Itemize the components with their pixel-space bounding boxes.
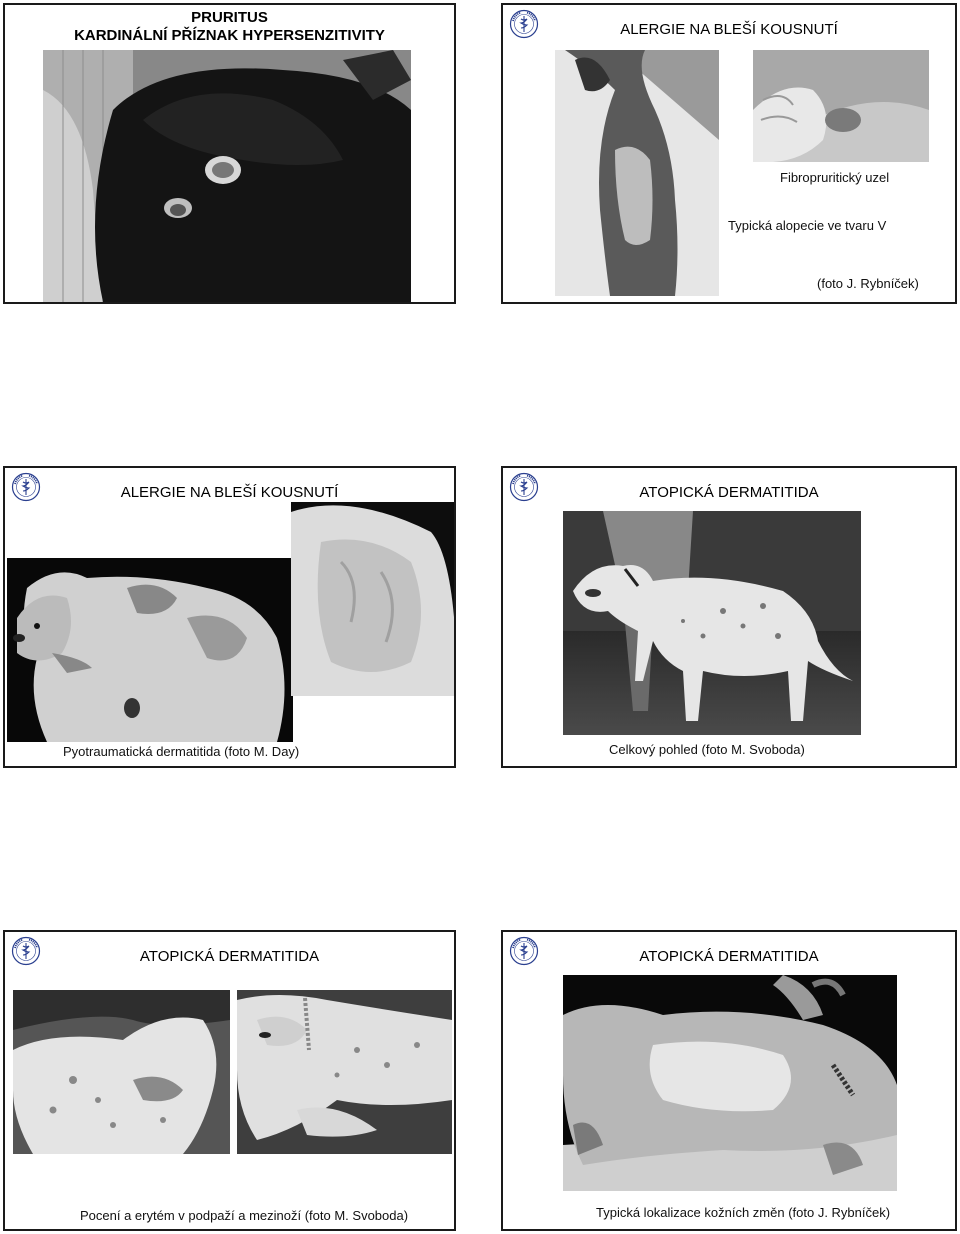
caption-typical-localization: Typická lokalizace kožních změn (foto J. Rybníček) [596, 1205, 891, 1220]
slide-atopic-3 [501, 930, 957, 1231]
caption-pyotraumatic: Pyotraumatická dermatitida (foto M. Day) [63, 744, 300, 759]
slide-title: ALERGIE NA BLEŠÍ KOUSNUTÍ [620, 21, 838, 38]
photo-fibropruritic-nodule [753, 50, 929, 162]
photo-dog-belly-lesions [563, 975, 897, 1191]
slide-flea-allergy-2 [3, 466, 456, 768]
photo-dog-lying [237, 990, 452, 1154]
photo-credit: (foto J. Rybníček) [817, 276, 919, 291]
slide-atopic-2 [3, 930, 456, 1231]
slide-flea-allergy-1 [501, 3, 957, 304]
photo-dog-alopecia-back [555, 50, 719, 296]
slide-atopic-1 [501, 466, 957, 768]
caption-fibropruritic-nodule: Fibropruritický uzel [780, 170, 890, 185]
title-line-2: KARDINÁLNÍ PŘÍZNAK HYPERSENZITIVITY [74, 27, 385, 44]
title-line-1: PRURITUS [191, 9, 268, 26]
photo-dog-full-view [563, 511, 861, 735]
caption-sweating-erythema: Pocení a erytém v podpaží a mezinoží (foto M. Svoboda) [80, 1208, 409, 1223]
slide-title: ALERGIE NA BLEŠÍ KOUSNUTÍ [120, 484, 339, 501]
photo-dog-armpit [13, 990, 230, 1154]
slide-title: ATOPICKÁ DERMATITIDA [139, 948, 320, 965]
caption-v-alopecia: Typická alopecie ve tvaru V [728, 218, 887, 233]
slide-title: ATOPICKÁ DERMATITIDA [639, 948, 819, 965]
photo-dog-pyotraumatic-dermatitis [7, 558, 293, 742]
photo-black-cat [43, 50, 411, 302]
slide-title [5, 9, 454, 45]
slide-title: ATOPICKÁ DERMATITIDA [639, 484, 819, 501]
photo-dog-back-closeup [291, 502, 456, 696]
slide-pruritus [3, 3, 456, 304]
caption-overall-view: Celkový pohled (foto M. Svoboda) [609, 742, 805, 757]
